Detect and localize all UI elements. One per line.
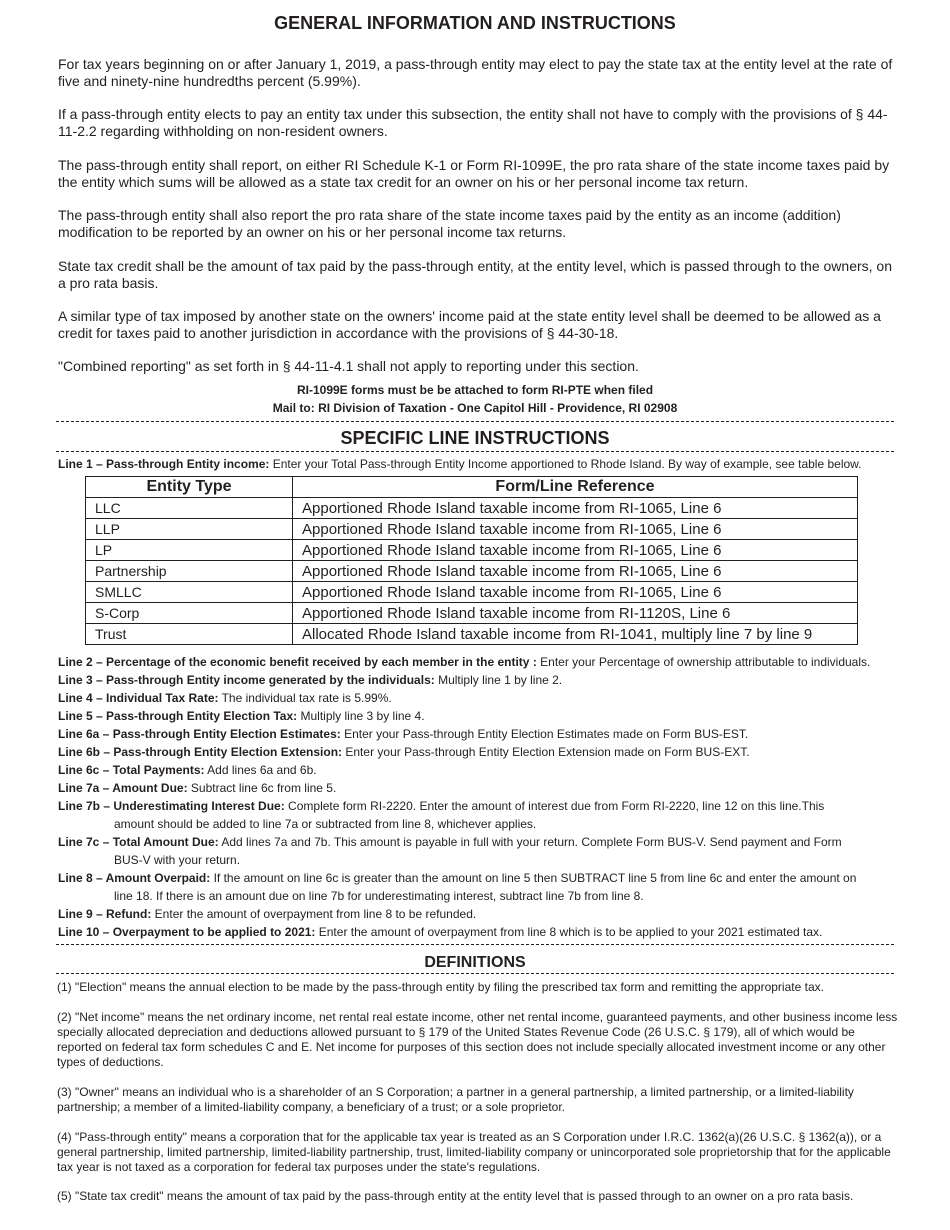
table-row: [86, 498, 858, 519]
line-2-instruction: Line 2 – Percentage of the economic benefit received by each member in the entity : Enter your Percentage of ownership attributable to individuals.: [58, 655, 871, 669]
line-5-instruction: Line 5 – Pass-through Entity Election Tax: Multiply line 3 by line 4.: [58, 709, 425, 723]
definition-owner: (3) "Owner" means an individual who is a shareholder of an S Corporation; a partner in a general partnership, a limited partnership, or a limited-liability partnership; a member of a limited-liability company, a beneficiary of a trust; or a sole proprietor.: [57, 1085, 854, 1114]
entity-type-cell: LLC: [86, 498, 293, 519]
column-header: Entity Type: [86, 477, 293, 498]
entity-type-cell: Partnership: [86, 561, 293, 582]
divider: [56, 421, 894, 422]
entity-type-cell: Trust: [86, 624, 293, 645]
line-7b-instruction: Line 7b – Underestimating Interest Due: Complete form RI-2220. Enter the amount of interest due from Form RI-2220, line 12 on this line.This amount should be added to line 7a or subtracted from line 8, whichever applies.: [58, 799, 825, 831]
form-line-reference-cell: Apportioned Rhode Island taxable income from RI-1065, Line 6: [293, 582, 858, 603]
intro-paragraph-7: "Combined reporting" as set forth in § 44-11-4.1 shall not apply to reporting under this section.: [58, 358, 639, 374]
line-6a-instruction: Line 6a – Pass-through Entity Election Estimates: Enter your Pass-through Entity Election Estimates made on Form BUS-EST.: [58, 727, 749, 741]
divider: [56, 451, 894, 452]
intro-paragraph-1: For tax years beginning on or after January 1, 2019, a pass-through entity may elect to pay the state tax at the entity level at the rate of five and ninety-nine hundredths percent (5.99%).: [58, 56, 893, 89]
column-header: Form/Line Reference: [293, 477, 858, 498]
divider: [56, 944, 894, 945]
table-row: [86, 582, 858, 603]
attachment-notice: RI-1099E forms must be be attached to form RI-PTE when filed: [296, 383, 654, 397]
entity-type-cell: LLP: [86, 519, 293, 540]
divider: [56, 973, 894, 974]
line-8-instruction: Line 8 – Amount Overpaid: If the amount on line 6c is greater than the amount on line 5 then SUBTRACT line 5 from line 6c and enter the amount on line 18. If there is an amount due on line 7b for underestimating interest, subtract line 7b from line 8.: [58, 871, 857, 903]
form-line-reference-cell: Apportioned Rhode Island taxable income from RI-1065, Line 6: [293, 561, 858, 582]
entity-type-cell: LP: [86, 540, 293, 561]
definition-pass-through-entity: (4) "Pass-through entity" means a corporation that for the applicable tax year is treated as an S Corporation under I.R.C. 1362(a)(26 U.S.C. § 1362(a)), or a general partnership, limited partnership, limited-liability partnership, trust, limited-liability company or unincorporated sole proprietorship that for the applicable tax year is not taxed as a corporation for federal tax purposes under the state's regulations.: [57, 1130, 891, 1174]
entity-type-table: [85, 476, 858, 645]
page-title: GENERAL INFORMATION AND INSTRUCTIONS: [274, 13, 676, 33]
form-line-reference-cell: Apportioned Rhode Island taxable income from RI-1065, Line 6: [293, 540, 858, 561]
line-7a-instruction: Line 7a – Amount Due: Subtract line 6c from line 5.: [58, 781, 337, 795]
entity-type-cell: SMLLC: [86, 582, 293, 603]
mailing-address: Mail to: RI Division of Taxation - One Capitol Hill - Providence, RI 02908: [272, 401, 678, 415]
specific-line-instructions-heading: SPECIFIC LINE INSTRUCTIONS: [340, 428, 610, 448]
intro-paragraph-5: State tax credit shall be the amount of tax paid by the pass-through entity, at the entity level, which is passed through to the owners, on a pro rata basis.: [58, 258, 893, 291]
table-row: [86, 624, 858, 645]
definitions-heading: DEFINITIONS: [424, 954, 526, 971]
definition-net-income: (2) "Net income" means the net ordinary income, net rental real estate income, other net rental income, guaranteed payments, and other business income less specially allocated depreciation and deductions allowed pursuant to § 179 of the United States Revenue Code (26 U.S.C. § 179), all of which would be reported on federal tax form schedules C and E. Net income for purposes of this section does not include specially allocated investment income or any other types of deductions.: [57, 1010, 898, 1069]
line-instructions-list: [58, 653, 908, 941]
form-line-reference-cell: Apportioned Rhode Island taxable income from RI-1065, Line 6: [293, 498, 858, 519]
definition-election: (1) "Election" means the annual election to be made by the pass-through entity by filing the prescribed tax form and remitting the appropriate tax.: [57, 980, 824, 994]
form-line-reference-cell: Allocated Rhode Island taxable income from RI-1041, multiply line 7 by line 9: [293, 624, 858, 645]
entity-type-cell: S-Corp: [86, 603, 293, 624]
table-row: [86, 519, 858, 540]
line-6c-instruction: Line 6c – Total Payments: Add lines 6a and 6b.: [58, 763, 317, 777]
line-1-instruction: Line 1 – Pass-through Entity income: Enter your Total Pass-through Entity Income apportioned to Rhode Island. By way of example, see table below.: [58, 457, 862, 471]
intro-paragraph-4: The pass-through entity shall also report the pro rata share of the state income taxes paid by the entity as an income (addition) modification to be reported by an owner on his or her personal income tax returns.: [58, 207, 841, 240]
intro-paragraph-2: If a pass-through entity elects to pay an entity tax under this subsection, the entity shall not have to comply with the provisions of § 44-11-2.2 regarding withholding on non-resident owners.: [58, 106, 888, 139]
form-line-reference-cell: Apportioned Rhode Island taxable income from RI-1120S, Line 6: [293, 603, 858, 624]
form-line-reference-cell: Apportioned Rhode Island taxable income from RI-1065, Line 6: [293, 519, 858, 540]
table-row: [86, 561, 858, 582]
definition-state-tax-credit: (5) "State tax credit" means the amount of tax paid by the pass-through entity at the entity level that is passed through to an owner on a pro rata basis.: [57, 1189, 854, 1203]
intro-paragraph-6: A similar type of tax imposed by another state on the owners' income paid at the state entity level shall be deemed to be allowed as a credit for taxes paid to another jurisdiction in accordance with the provisions of § 44-30-18.: [58, 308, 881, 341]
line-7c-instruction: Line 7c – Total Amount Due: Add lines 7a and 7b. This amount is payable in full with your return. Complete Form BUS-V. Send payment and Form BUS-V with your return.: [58, 835, 842, 867]
line-9-instruction: Line 9 – Refund: Enter the amount of overpayment from line 8 to be refunded.: [58, 907, 477, 921]
table-row: [86, 540, 858, 561]
line-10-instruction: Line 10 – Overpayment to be applied to 2021: Enter the amount of overpayment from line 8 which is to be applied to your 2021 estimated tax.: [58, 925, 823, 939]
table-header-row: [86, 477, 858, 498]
line-3-instruction: Line 3 – Pass-through Entity income generated by the individuals: Multiply line 1 by line 2.: [58, 673, 563, 687]
intro-paragraph-3: The pass-through entity shall report, on either RI Schedule K-1 or Form RI-1099E, the pro rata share of the state income taxes paid by the entity which sums will be allowed as a state tax credit for an owner on his or her personal income tax return.: [58, 157, 890, 190]
table-row: [86, 603, 858, 624]
line-4-instruction: Line 4 – Individual Tax Rate: The individual tax rate is 5.99%.: [58, 691, 392, 705]
line-6b-instruction: Line 6b – Pass-through Entity Election Extension: Enter your Pass-through Entity Election Extension made on Form BUS-EXT.: [58, 745, 750, 759]
